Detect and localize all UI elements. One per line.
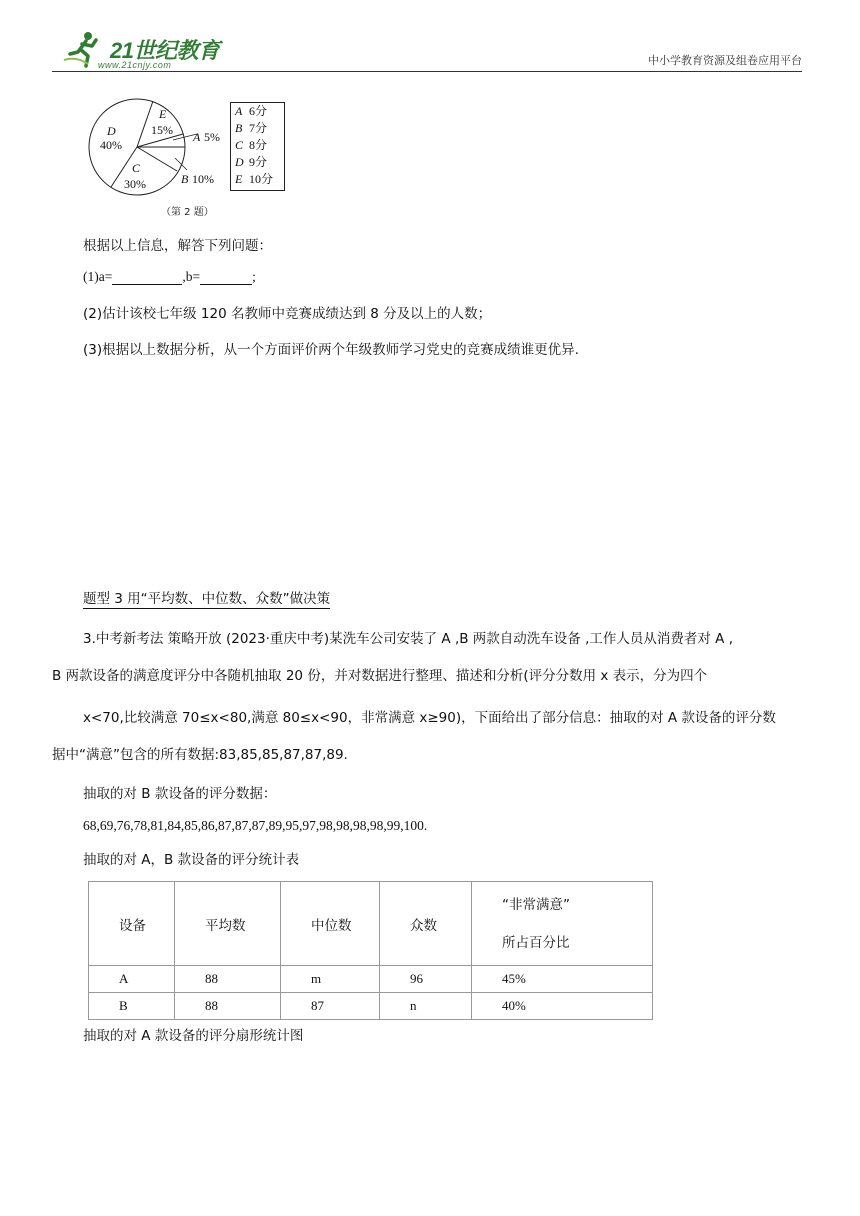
- th-median: 中位数: [281, 882, 380, 966]
- pie-figure: [85, 92, 305, 222]
- q2-intro: 根据以上信息，解答下列问题：: [83, 238, 272, 254]
- page-header: [0, 0, 860, 80]
- answer-blank-a[interactable]: [112, 270, 182, 285]
- pie-label-c-letter: C: [132, 161, 141, 175]
- logo-title: 21世纪教育: [110, 38, 220, 63]
- answer-blank-b[interactable]: [200, 270, 252, 285]
- cell: m: [281, 966, 380, 993]
- legend-row: C 8分: [235, 138, 268, 152]
- pie-label-e-pct: 15%: [151, 123, 173, 137]
- pie-legend: [230, 102, 285, 191]
- table-title: 抽取的对 A，B 款设备的评分统计表: [83, 852, 300, 868]
- q2-part1: (1)a= ,b= ;: [83, 269, 256, 284]
- q3-line-4: 据中“满意”包含的所有数据:83,85,85,87,87,89.: [52, 747, 348, 763]
- pie-label-d-pct: 40%: [100, 138, 122, 152]
- cell: 87: [281, 993, 380, 1020]
- cell: 45%: [472, 966, 653, 993]
- stats-table: [88, 881, 653, 1020]
- platform-name: 中小学教育资源及组卷应用平台: [648, 54, 802, 67]
- legend-row: E 10分: [235, 172, 274, 186]
- figure-caption: （第 2 题）: [161, 207, 214, 218]
- pie-label-a-letter: A: [193, 130, 201, 144]
- q2-part2: (2)估计该校七年级 120 名教师中竞赛成绩达到 8 分及以上的人数；: [83, 306, 492, 322]
- th-very-satisfied-pct: “非常满意” 所占百分比: [472, 882, 653, 966]
- section-title: 题型 3 用“平均数、中位数、众数”做决策: [83, 591, 331, 607]
- pie-chart: [85, 92, 230, 202]
- th-mean: 平均数: [175, 882, 281, 966]
- pie-label-a-pct: 5%: [204, 130, 220, 144]
- legend-row: B 7分: [235, 121, 268, 135]
- table-header-row: [89, 882, 653, 966]
- cell: 96: [380, 966, 472, 993]
- runner-icon: [62, 30, 102, 70]
- cell: A: [89, 966, 175, 993]
- logo: [62, 30, 232, 76]
- table-row: [89, 966, 653, 993]
- q3-line-5: 抽取的对 B 款设备的评分数据：: [83, 786, 277, 802]
- q3-line-3: x<70,比较满意 70≤x<80,满意 80≤x<90，非常满意 x≥90)，下面给出了部分信息：抽取的对 A 款设备的评分数: [83, 710, 776, 726]
- cell: 88: [175, 993, 281, 1020]
- cell: n: [380, 993, 472, 1020]
- q3-data-b: 68,69,76,78,81,84,85,86,87,87,87,89,95,97,98,98,98,98,99,100.: [83, 818, 428, 833]
- q3-line-2: B 两款设备的满意度评分中各随机抽取 20 份，并对数据进行整理、描述和分析(评分分数用 x 表示，分为四个: [52, 668, 708, 684]
- th-device: 设备: [89, 882, 175, 966]
- pie-label-e-letter: E: [159, 107, 167, 121]
- pie-label-b-pct: 10%: [192, 172, 214, 186]
- legend-row: D 9分: [235, 155, 268, 169]
- table-row: [89, 993, 653, 1020]
- pie-label-c-pct: 30%: [124, 177, 146, 191]
- header-divider: [52, 71, 802, 72]
- pie-label-b-letter: B: [181, 172, 189, 186]
- pie-chart-title-a: 抽取的对 A 款设备的评分扇形统计图: [83, 1028, 304, 1044]
- cell: 40%: [472, 993, 653, 1020]
- q3-line-1: 3.中考新考法 策略开放 (2023·重庆中考)某洗车公司安装了 A ,B 两款自动洗车设备 ,工作人员从消费者对 A ,: [83, 631, 733, 647]
- q2-part3: (3)根据以上数据分析，从一个方面评价两个年级教师学习党史的竞赛成绩谁更优异.: [83, 342, 579, 358]
- cell: 88: [175, 966, 281, 993]
- logo-url: www.21cnjy.com: [98, 60, 172, 70]
- pie-label-d-letter: D: [107, 124, 116, 138]
- cell: B: [89, 993, 175, 1020]
- th-mode: 众数: [380, 882, 472, 966]
- legend-row: A 6分: [235, 104, 268, 118]
